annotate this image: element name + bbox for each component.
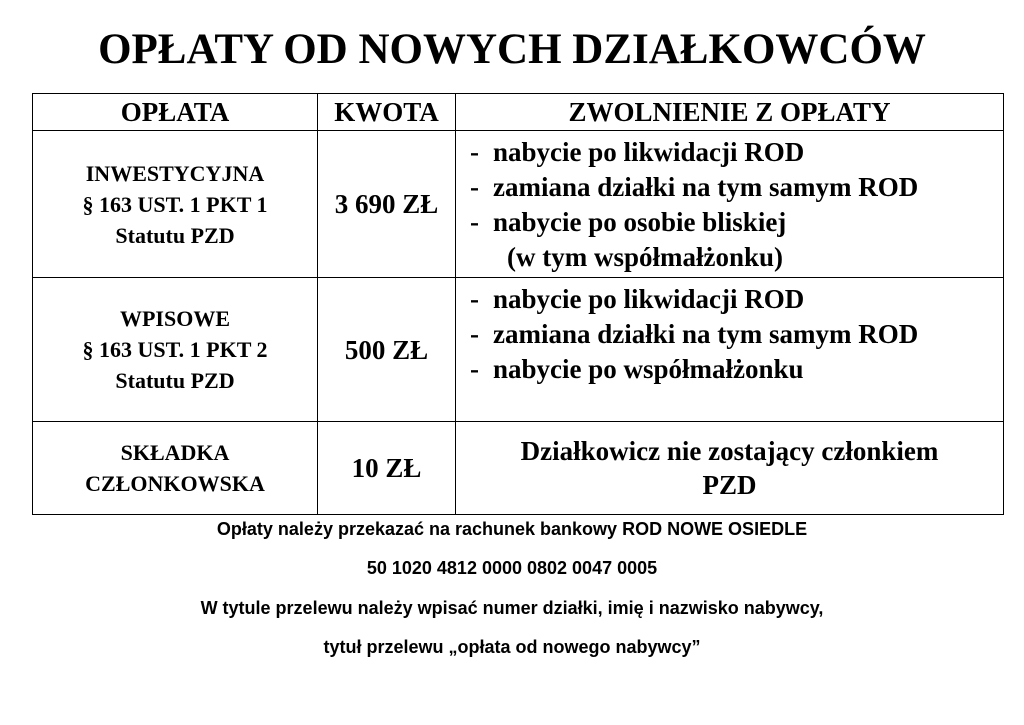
- fee-name: INWESTYCYJNA: [85, 160, 265, 186]
- header-amount: KWOTA: [318, 94, 456, 131]
- exemption-text: zamiana działki na tym samym ROD: [493, 172, 919, 202]
- exemption-item: [470, 170, 1003, 205]
- exemption-cell: [456, 278, 1004, 422]
- page-title: OPŁATY OD NOWYCH DZIAŁKOWCÓW: [98, 26, 926, 73]
- exemption-item: [470, 352, 1003, 387]
- fee-name-line2: CZŁONKOWSKA: [85, 471, 265, 496]
- fee-name-cell: [33, 131, 318, 278]
- fee-statute: Statutu PZD: [115, 222, 235, 248]
- payment-instruction: Opłaty należy przekazać na rachunek bankowy ROD NOWE OSIEDLE: [216, 519, 808, 539]
- exemption-note-line2: PZD: [702, 470, 757, 500]
- fee-name: SKŁADKA: [120, 440, 230, 465]
- fee-name-cell: [33, 422, 318, 515]
- exemption-item: [470, 317, 1003, 352]
- table-header-row: [33, 94, 1004, 131]
- fee-amount: 3 690 ZŁ: [318, 131, 456, 278]
- table-row: [33, 278, 1004, 422]
- table-row: [33, 131, 1004, 278]
- exemption-text: nabycie po likwidacji ROD: [493, 284, 805, 314]
- bullet-dash: -: [470, 207, 479, 237]
- bullet-dash: -: [470, 319, 479, 349]
- header-exemption: ZWOLNIENIE Z OPŁATY: [456, 94, 1004, 131]
- exemption-cell: [456, 131, 1004, 278]
- transfer-title-example: tytuł przelewu „opłata od nowego nabywcy”: [323, 637, 701, 657]
- fee-amount: 500 ZŁ: [318, 278, 456, 422]
- exemption-text: nabycie po osobie bliskiej: [493, 207, 787, 237]
- exemption-note: Działkowicz nie zostający członkiem: [520, 436, 939, 466]
- exemption-list: [456, 278, 1003, 387]
- bullet-dash: -: [470, 172, 479, 202]
- fees-table: [32, 93, 1004, 515]
- fee-name: WPISOWE: [119, 306, 231, 331]
- fee-amount: 10 ZŁ: [318, 422, 456, 515]
- exemption-text: zamiana działki na tym samym ROD: [493, 319, 919, 349]
- fee-legal-basis: § 163 UST. 1 PKT 2: [82, 337, 268, 362]
- fee-legal-basis: § 163 UST. 1 PKT 1: [82, 191, 268, 217]
- exemption-continuation: (w tym współmałżonku): [507, 242, 784, 272]
- bank-account-number: 50 1020 4812 0000 0802 0047 0005: [366, 558, 658, 578]
- exemption-text: nabycie po likwidacji ROD: [493, 137, 805, 167]
- exemption-item: [470, 205, 1003, 275]
- fee-statute: Statutu PZD: [115, 368, 235, 393]
- bullet-dash: -: [470, 137, 479, 167]
- exemption-text: nabycie po współmałżonku: [493, 354, 804, 384]
- exemption-list: [456, 131, 1003, 275]
- header-fee: OPŁATA: [33, 94, 318, 131]
- exemption-item: [470, 282, 1003, 317]
- transfer-title-instruction: W tytule przelewu należy wpisać numer działki, imię i nazwisko nabywcy,: [200, 598, 824, 618]
- table-row: [33, 422, 1004, 515]
- fee-name-cell: [33, 278, 318, 422]
- bullet-dash: -: [470, 284, 479, 314]
- exemption-item: [470, 135, 1003, 170]
- exemption-note-cell: [456, 422, 1004, 515]
- bullet-dash: -: [470, 354, 479, 384]
